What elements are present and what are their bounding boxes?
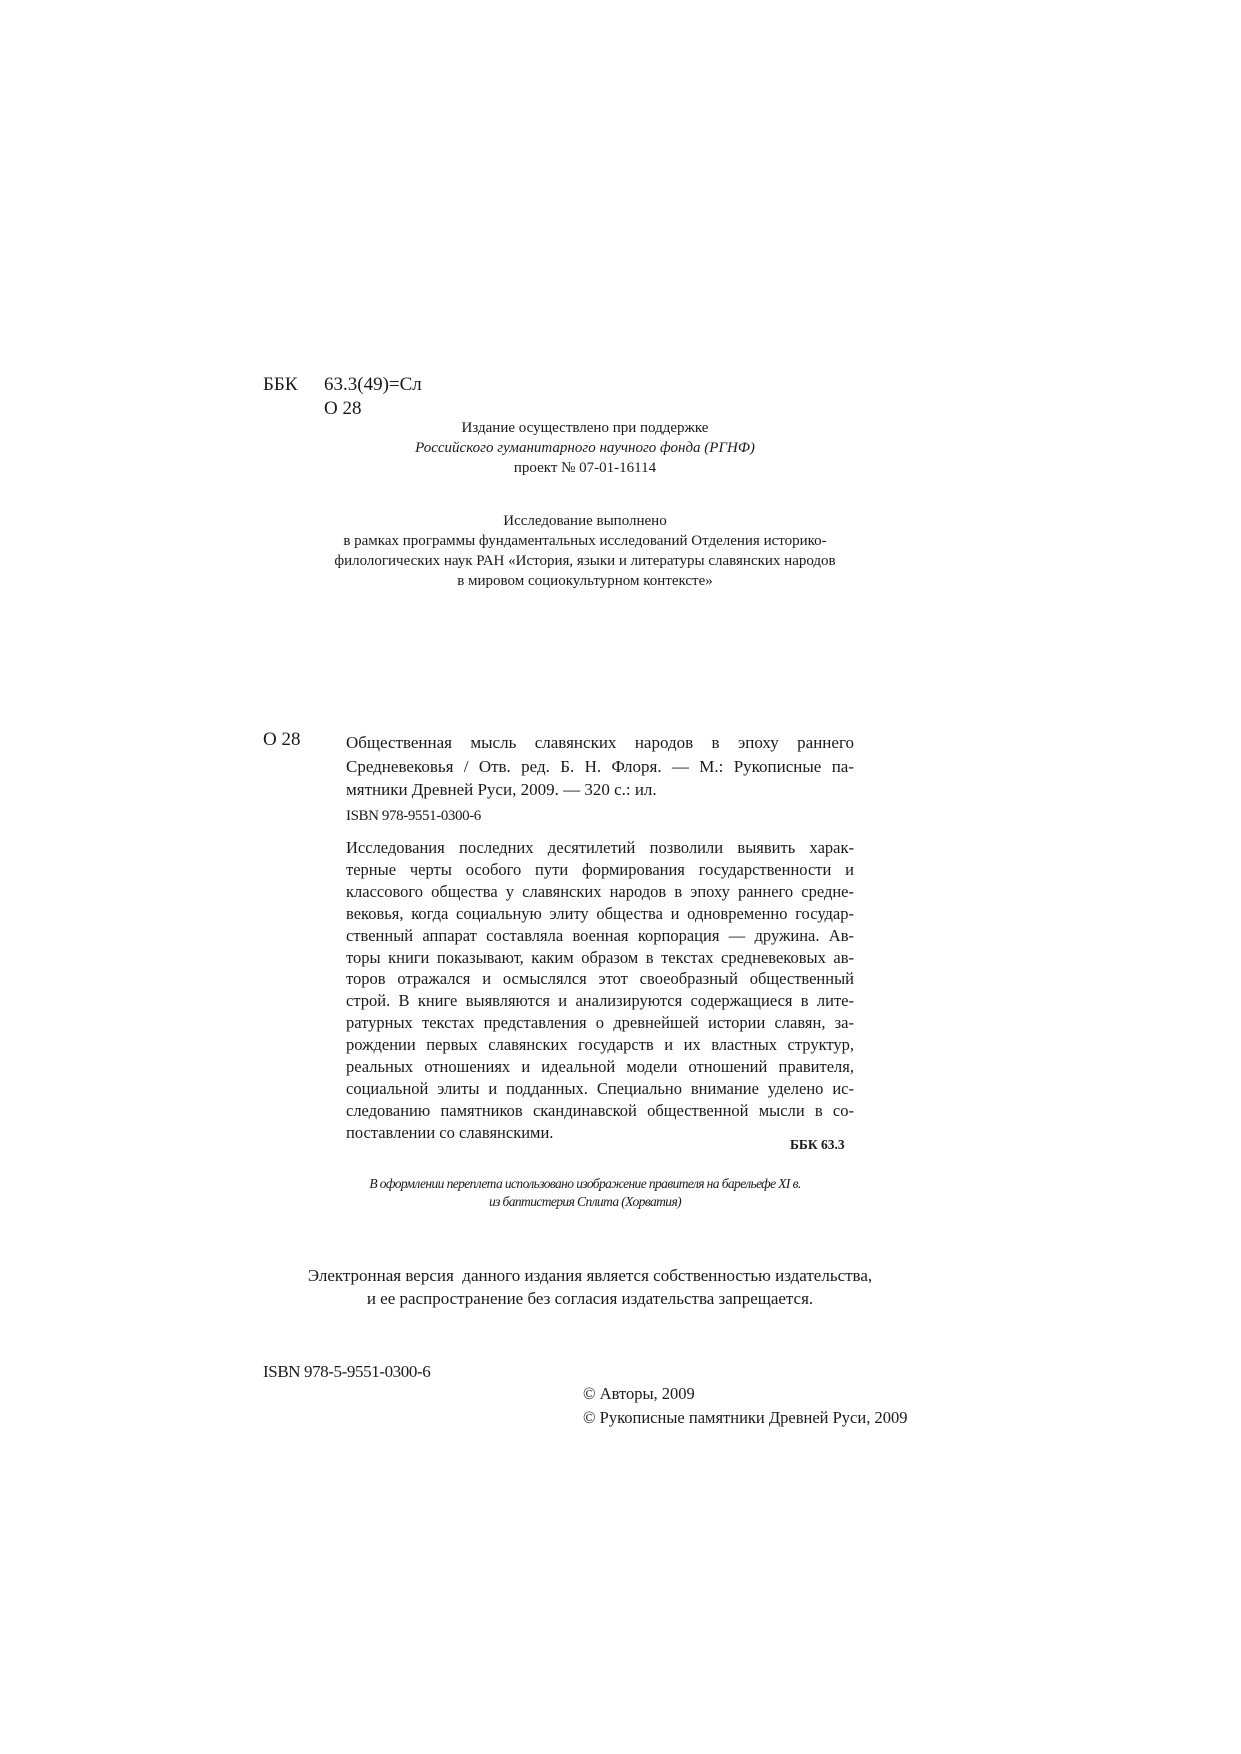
- abstract-line: торы книги показывают, каким образом в текстах средневековых ав-: [346, 947, 854, 967]
- abstract-line: ратурных текстах представления о древнейшей истории славян, за-: [346, 1013, 854, 1033]
- abstract-line: поставлении со славянскими.: [346, 1122, 554, 1142]
- bbk-short: ББК 63.3: [790, 1137, 845, 1152]
- research-line: филологических наук РАН «История, языки и литературы славянских народов: [334, 553, 836, 569]
- copyright-authors: © Авторы, 2009: [583, 1384, 695, 1403]
- card-isbn: ISBN 978-9551-0300-6: [346, 808, 481, 824]
- abstract-line: вековья, когда социальную элиту общества и одновременно государ-: [346, 903, 854, 923]
- copyright-publisher: © Рукописные памятники Древней Руси, 2009: [583, 1408, 908, 1427]
- card-title-line: Общественная мысль славянских народов в эпоху раннего: [346, 733, 854, 752]
- abstract-line: классового общества у славянских народов в эпоху раннего средне-: [346, 881, 854, 901]
- electronic-notice-line: Электронная версия данного издания является собственностью издательства,: [307, 1266, 873, 1285]
- card-author-mark: О 28: [263, 729, 301, 750]
- cover-note: [310, 1175, 860, 1211]
- cover-note-line: из баптистерия Сплита (Хорватия): [488, 1194, 682, 1209]
- abstract: [346, 837, 854, 1144]
- bbk-label: ББК: [263, 374, 298, 395]
- abstract-line: реальных отношениях и идеальной модели отношений правителя,: [346, 1057, 854, 1077]
- abstract-line: рождении первых славянских государств и их властных структур,: [346, 1035, 854, 1055]
- electronic-notice: [260, 1264, 920, 1310]
- support-fund: Российского гуманитарного научного фонда (РГНФ): [415, 440, 755, 456]
- card-title: [346, 731, 854, 802]
- abstract-line: следованию памятников скандинавской общественной мысли в со-: [346, 1100, 854, 1120]
- bbk-author-mark: О 28: [324, 398, 362, 419]
- bbk-code: 63.3(49)=Сл: [324, 374, 422, 395]
- abstract-line: Исследования последних десятилетий позволили выявить харак-: [346, 838, 854, 857]
- card-title-line: Средневековья / Отв. ред. Б. Н. Флоря. — М.: Рукописные па-: [346, 756, 854, 776]
- abstract-line: строй. В книге выявляются и анализируются содержащиеся в лите-: [346, 991, 854, 1011]
- electronic-notice-line: и ее распространение без согласия издательства запрещается.: [366, 1289, 814, 1308]
- isbn-main: ISBN 978-5-9551-0300-6: [263, 1362, 431, 1381]
- research-line: в мировом социокультурном контексте»: [457, 573, 713, 589]
- card-title-line: мятники Древней Руси, 2009. — 320 с.: ил.: [346, 780, 657, 799]
- abstract-line: ственный аппарат составляла военная корпорация — дружина. Ав-: [346, 925, 854, 945]
- support-notice: [250, 418, 920, 478]
- abstract-line: терные черты особого пути формирования государственности и: [346, 859, 854, 879]
- abstract-line: социальной элиты и подданных. Специально внимание уделено ис-: [346, 1078, 854, 1098]
- cover-note-line: В оформлении переплета использовано изображение правителя на барельефе XI в.: [369, 1176, 801, 1191]
- research-notice: [250, 511, 920, 591]
- research-line: Исследование выполнено: [503, 513, 667, 529]
- abstract-line: торов отражался и осмыслялся этот своеобразный общественный: [346, 969, 854, 989]
- research-line: в рамках программы фундаментальных исследований Отделения историко-: [343, 533, 827, 549]
- support-line: Издание осуществлено при поддержке: [461, 420, 709, 436]
- support-project: проект № 07-01-16114: [513, 460, 657, 476]
